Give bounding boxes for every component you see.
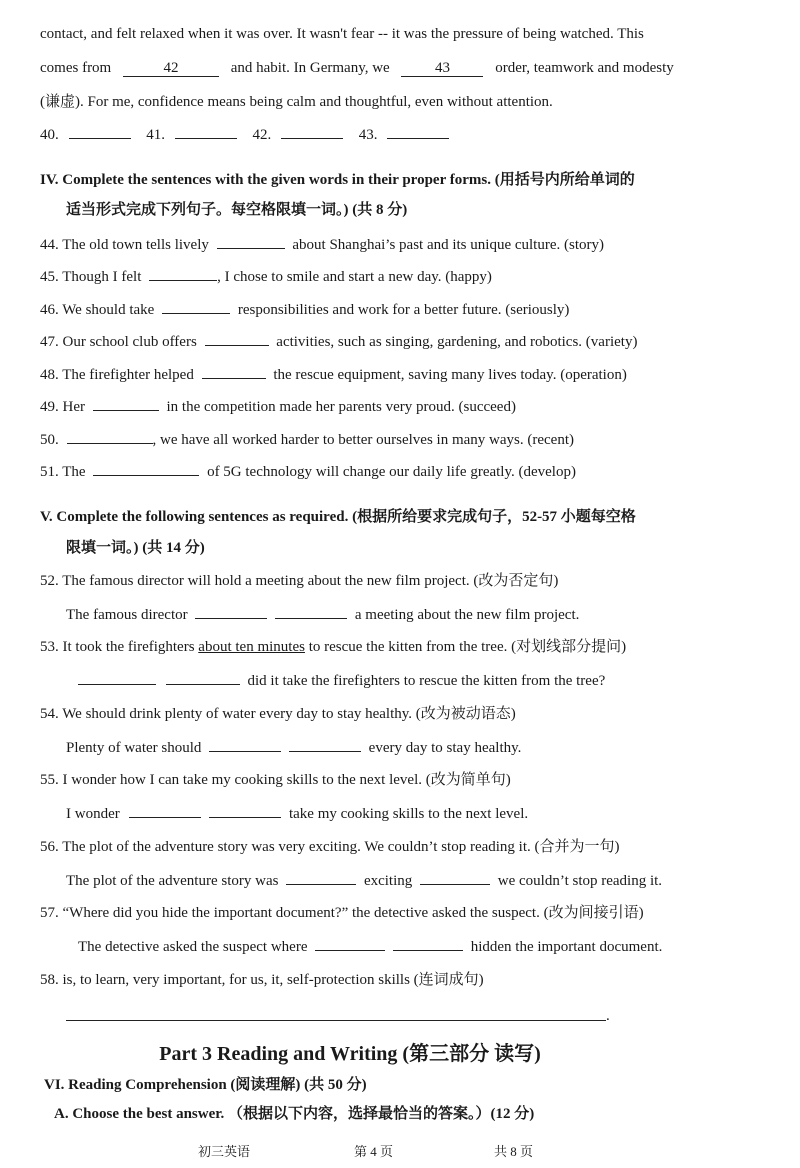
blank-57b[interactable] <box>393 936 463 951</box>
blank-54a[interactable] <box>209 737 281 752</box>
question-51: 51. The of 5G technology will change our daily life greatly. (develop) <box>40 461 576 482</box>
answer-blank-41[interactable] <box>175 124 237 139</box>
answer-blank-40[interactable] <box>69 124 131 139</box>
footer-total-pages: 共 8 页 <box>494 1144 534 1159</box>
question-53: 53. It took the firefighters about ten minutes to rescue the kitten from the tree. (对划线部分提问) <box>40 639 627 655</box>
question-46: 46. We should take responsibilities and work for a better future. (seriously) <box>40 299 569 320</box>
question-55-rewrite: I wonder take my cooking skills to the next level. <box>66 803 528 824</box>
part3-heading: Part 3 Reading and Writing (第三部分 读写) <box>159 1043 541 1065</box>
question-56-rewrite: The plot of the adventure story was exciting we couldn’t stop reading it. <box>66 870 662 891</box>
blank-45[interactable] <box>149 266 217 281</box>
blank-48[interactable] <box>202 364 266 379</box>
blank-44[interactable] <box>217 234 285 249</box>
question-54-rewrite: Plenty of water should every day to stay healthy. <box>66 737 521 758</box>
question-55: 55. I wonder how I can take my cooking skills to the next level. (改为简单句) <box>40 772 511 788</box>
question-44: 44. The old town tells lively about Shanghai’s past and its unique culture. (story) <box>40 234 604 255</box>
question-57-rewrite: The detective asked the suspect where hidden the important document. <box>78 936 662 957</box>
question-54: 54. We should drink plenty of water every day to stay healthy. (改为被动语态) <box>40 706 516 722</box>
answer-blank-42[interactable] <box>281 124 343 139</box>
blank-42[interactable]: 42 <box>123 60 219 77</box>
section-v-title: V. Complete the following sentences as required. (根据所给要求完成句子，52-57 小题每空格 <box>40 509 636 525</box>
blank-49[interactable] <box>93 396 159 411</box>
blank-53a[interactable] <box>78 670 156 685</box>
blank-52b[interactable] <box>275 604 347 619</box>
blank-50[interactable] <box>67 429 153 444</box>
answer-blank-43[interactable] <box>387 124 449 139</box>
section-vi-title: VI. Reading Comprehension (阅读理解) (共 50 分) <box>44 1077 367 1093</box>
question-58: 58. is, to learn, very important, for us, it, self-protection skills (连词成句) <box>40 972 484 988</box>
passage-line-1: contact, and felt relaxed when it was over. It wasn't fear -- it was the pressure of being watched. This <box>40 26 644 42</box>
answer-line-58[interactable] <box>66 1020 606 1021</box>
footer-page-number: 第 4 页 <box>354 1144 394 1159</box>
blank-56b[interactable] <box>420 870 490 885</box>
section-a-title: A. Choose the best answer. （根据以下内容，选择最恰当的答案。）(12 分) <box>54 1106 535 1122</box>
footer-subject: 初三英语 <box>198 1144 251 1159</box>
blank-51[interactable] <box>93 461 199 476</box>
question-53-rewrite: did it take the firefighters to rescue the kitten from the tree? <box>78 670 605 691</box>
question-50: 50. , we have all worked harder to better ourselves in many ways. (recent) <box>40 429 574 450</box>
answer-line-40-43: 40. 41. 42. 43. <box>40 124 449 145</box>
section-iv-title: IV. Complete the sentences with the given words in their proper forms. (用括号内所给单词的 <box>40 172 635 188</box>
section-v-title-cont: 限填一词。) (共 14 分) <box>66 540 205 556</box>
answer-line-58-period: . <box>606 1008 610 1024</box>
blank-46[interactable] <box>162 299 230 314</box>
question-45: 45. Though I felt , I chose to smile and start a new day. (happy) <box>40 266 492 287</box>
blank-56a[interactable] <box>286 870 356 885</box>
blank-53b[interactable] <box>166 670 240 685</box>
blank-43[interactable]: 43 <box>401 60 483 77</box>
blank-55a[interactable] <box>129 803 201 818</box>
blank-47[interactable] <box>205 331 269 346</box>
question-56: 56. The plot of the adventure story was very exciting. We couldn’t stop reading it. (合并为一句) <box>40 839 620 855</box>
question-57: 57. “Where did you hide the important document?” the detective asked the suspect. (改为间接引语) <box>40 905 644 921</box>
blank-55b[interactable] <box>209 803 281 818</box>
blank-52a[interactable] <box>195 604 267 619</box>
question-52: 52. The famous director will hold a meeting about the new film project. (改为否定句) <box>40 573 559 589</box>
question-49: 49. Her in the competition made her parents very proud. (succeed) <box>40 396 516 417</box>
blank-54b[interactable] <box>289 737 361 752</box>
section-iv-title-cont: 适当形式完成下列句子。每空格限填一词。) (共 8 分) <box>66 202 408 218</box>
passage-line-3: (谦虚). For me, confidence means being calm and thoughtful, even without attention. <box>40 94 553 110</box>
question-47: 47. Our school club offers activities, such as singing, gardening, and robotics. (variety) <box>40 331 637 352</box>
underlined-phrase: about ten minutes <box>198 639 305 655</box>
question-48: 48. The firefighter helped the rescue equipment, saving many lives today. (operation) <box>40 364 627 385</box>
question-52-rewrite: The famous director a meeting about the new film project. <box>66 604 579 625</box>
blank-57a[interactable] <box>315 936 385 951</box>
passage-line-2: comes from 42 and habit. In Germany, we 43 order, teamwork and modesty <box>40 60 674 76</box>
